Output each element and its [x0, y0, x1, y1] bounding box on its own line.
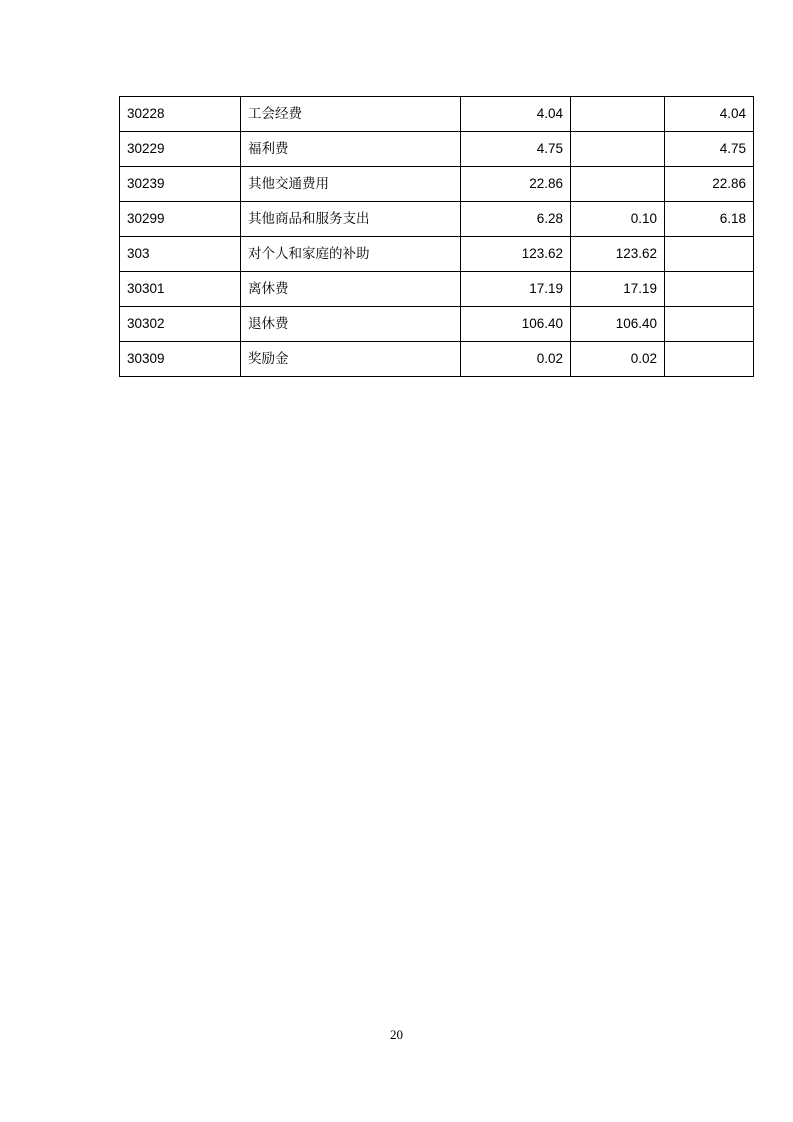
budget-table: [119, 96, 754, 377]
basic-expenditure-cell: [571, 97, 665, 132]
basic-expenditure-cell: [571, 167, 665, 202]
subject-code-cell: 303: [120, 237, 241, 272]
subject-name-cell: 其他交通费用: [241, 167, 461, 202]
project-expenditure-cell: 4.75: [665, 132, 754, 167]
table-row: [120, 132, 754, 167]
subject-name-cell: 福利费: [241, 132, 461, 167]
total-amount-cell: 4.04: [461, 97, 571, 132]
project-expenditure-cell: 6.18: [665, 202, 754, 237]
subject-code-cell: 30309: [120, 342, 241, 377]
subject-name-cell: 对个人和家庭的补助: [241, 237, 461, 272]
subject-code-cell: 30228: [120, 97, 241, 132]
subject-name-cell: 离休费: [241, 272, 461, 307]
subject-code-cell: 30239: [120, 167, 241, 202]
total-amount-cell: 22.86: [461, 167, 571, 202]
table-row: [120, 307, 754, 342]
project-expenditure-cell: [665, 237, 754, 272]
budget-table-body: [120, 97, 754, 377]
total-amount-cell: 4.75: [461, 132, 571, 167]
basic-expenditure-cell: 0.02: [571, 342, 665, 377]
subject-name-cell: 其他商品和服务支出: [241, 202, 461, 237]
page-number: 20: [390, 1027, 403, 1042]
table-row: [120, 97, 754, 132]
subject-code-cell: 30302: [120, 307, 241, 342]
project-expenditure-cell: [665, 272, 754, 307]
basic-expenditure-cell: [571, 132, 665, 167]
total-amount-cell: 6.28: [461, 202, 571, 237]
total-amount-cell: 0.02: [461, 342, 571, 377]
table-row: [120, 237, 754, 272]
project-expenditure-cell: [665, 342, 754, 377]
project-expenditure-cell: [665, 307, 754, 342]
table-row: [120, 272, 754, 307]
table-row: [120, 342, 754, 377]
total-amount-cell: 106.40: [461, 307, 571, 342]
table-row: [120, 202, 754, 237]
subject-code-cell: 30301: [120, 272, 241, 307]
basic-expenditure-cell: 0.10: [571, 202, 665, 237]
project-expenditure-cell: 4.04: [665, 97, 754, 132]
table-row: [120, 167, 754, 202]
basic-expenditure-cell: 123.62: [571, 237, 665, 272]
basic-expenditure-cell: 106.40: [571, 307, 665, 342]
subject-name-cell: 奖励金: [241, 342, 461, 377]
subject-code-cell: 30299: [120, 202, 241, 237]
subject-code-cell: 30229: [120, 132, 241, 167]
total-amount-cell: 123.62: [461, 237, 571, 272]
total-amount-cell: 17.19: [461, 272, 571, 307]
subject-name-cell: 工会经费: [241, 97, 461, 132]
subject-name-cell: 退休费: [241, 307, 461, 342]
basic-expenditure-cell: 17.19: [571, 272, 665, 307]
project-expenditure-cell: 22.86: [665, 167, 754, 202]
